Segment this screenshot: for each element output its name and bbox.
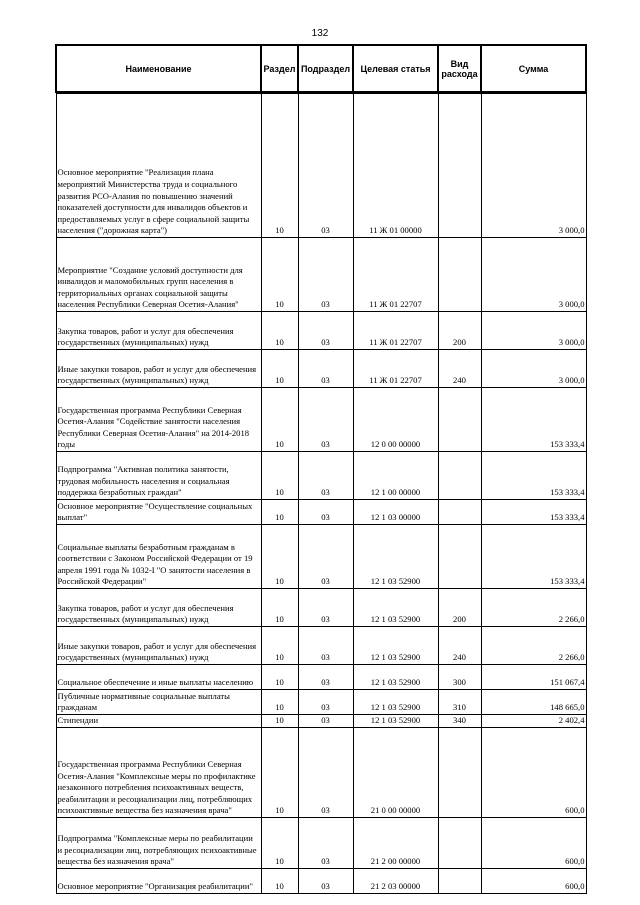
- table-row: [56, 627, 586, 665]
- cell-sum: 600,0: [481, 869, 586, 894]
- cell-vid: [438, 818, 481, 869]
- cell-target: 12 1 03 52900: [353, 690, 438, 715]
- cell-sum: 2 266,0: [481, 627, 586, 665]
- cell-vid: 240: [438, 350, 481, 388]
- cell-vid: [438, 238, 481, 312]
- table-row: [56, 818, 586, 869]
- table-row: [56, 690, 586, 715]
- table-row: [56, 94, 586, 238]
- cell-razdel: 10: [261, 452, 298, 500]
- cell-podrazdel: 03: [298, 715, 353, 728]
- cell-vid: 340: [438, 715, 481, 728]
- table-row: [56, 238, 586, 312]
- cell-vid: 200: [438, 589, 481, 627]
- table-row: [56, 665, 586, 690]
- cell-vid: 310: [438, 690, 481, 715]
- cell-razdel: 10: [261, 589, 298, 627]
- cell-target: 12 1 00 00000: [353, 452, 438, 500]
- cell-target: 21 2 00 00000: [353, 818, 438, 869]
- cell-name: Подпрограмма "Активная политика занятости, трудовая мобильность населения и социальная поддержка безработных граждан": [56, 452, 261, 500]
- cell-vid: 300: [438, 665, 481, 690]
- cell-sum: 151 067,4: [481, 665, 586, 690]
- cell-target: 12 0 00 00000: [353, 388, 438, 452]
- cell-razdel: 10: [261, 525, 298, 589]
- cell-sum: 2 402,4: [481, 715, 586, 728]
- header-vid: Вид расхода: [438, 45, 481, 92]
- cell-name: Закупка товаров, работ и услуг для обеспечения государственных (муниципальных) нужд: [56, 589, 261, 627]
- cell-vid: [438, 388, 481, 452]
- cell-sum: 3 000,0: [481, 350, 586, 388]
- cell-podrazdel: 03: [298, 452, 353, 500]
- cell-sum: 153 333,4: [481, 525, 586, 589]
- cell-target: 11 Ж 01 22707: [353, 350, 438, 388]
- cell-vid: [438, 525, 481, 589]
- cell-name: Стипендии: [56, 715, 261, 728]
- cell-name: Закупка товаров, работ и услуг для обеспечения государственных (муниципальных) нужд: [56, 312, 261, 350]
- cell-razdel: 10: [261, 869, 298, 894]
- table-row: [56, 388, 586, 452]
- cell-name: Мероприятие "Создание условий доступности для инвалидов и маломобильных групп населения в территориальных органах социальной защиты населения Республики Северная Осетия-Алания": [56, 238, 261, 312]
- header-razdel: Раздел: [261, 45, 298, 92]
- cell-podrazdel: 03: [298, 312, 353, 350]
- cell-target: 12 1 03 52900: [353, 627, 438, 665]
- cell-vid: [438, 94, 481, 238]
- page-number: 132: [311, 28, 329, 39]
- cell-sum: 153 333,4: [481, 388, 586, 452]
- cell-name: Социальные выплаты безработным гражданам в соответствии с Законом Российской Федерации от 19 апреля 1991 года № 1032-I "О занятости населения в Российской Федерации": [56, 525, 261, 589]
- cell-podrazdel: 03: [298, 589, 353, 627]
- cell-podrazdel: 03: [298, 728, 353, 818]
- cell-target: 12 1 03 00000: [353, 500, 438, 525]
- cell-podrazdel: 03: [298, 388, 353, 452]
- cell-sum: 153 333,4: [481, 500, 586, 525]
- cell-name: Иные закупки товаров, работ и услуг для обеспечения государственных (муниципальных) нужд: [56, 627, 261, 665]
- cell-vid: [438, 728, 481, 818]
- table-row: [56, 312, 586, 350]
- header-name: Наименование: [56, 45, 261, 92]
- table-header-row: [56, 45, 586, 92]
- cell-podrazdel: 03: [298, 627, 353, 665]
- cell-razdel: 10: [261, 94, 298, 238]
- cell-target: 11 Ж 01 22707: [353, 238, 438, 312]
- budget-table: [55, 44, 587, 894]
- cell-podrazdel: 03: [298, 94, 353, 238]
- table-row: [56, 589, 586, 627]
- cell-name: Государственная программа Республики Северная Осетия-Алания "Содействие занятости населения Республики Северная Осетия-Алания" на 2014-2018 годы: [56, 388, 261, 452]
- header-target: Целевая статья: [353, 45, 438, 92]
- cell-sum: 600,0: [481, 818, 586, 869]
- cell-razdel: 10: [261, 312, 298, 350]
- table-row: [56, 869, 586, 894]
- cell-podrazdel: 03: [298, 500, 353, 525]
- cell-target: 12 1 03 52900: [353, 665, 438, 690]
- cell-podrazdel: 03: [298, 238, 353, 312]
- cell-vid: 240: [438, 627, 481, 665]
- cell-vid: [438, 869, 481, 894]
- cell-podrazdel: 03: [298, 869, 353, 894]
- cell-name: Публичные нормативные социальные выплаты гражданам: [56, 690, 261, 715]
- cell-target: 11 Ж 01 22707: [353, 312, 438, 350]
- cell-podrazdel: 03: [298, 818, 353, 869]
- cell-target: 12 1 03 52900: [353, 525, 438, 589]
- table-row: [56, 500, 586, 525]
- cell-razdel: 10: [261, 350, 298, 388]
- cell-target: 12 1 03 52900: [353, 589, 438, 627]
- cell-sum: 600,0: [481, 728, 586, 818]
- table-row: [56, 728, 586, 818]
- table-row: [56, 525, 586, 589]
- cell-sum: 148 665,0: [481, 690, 586, 715]
- cell-name: Государственная программа Республики Северная Осетия-Алания "Комплексные меры по профилактике незаконного потребления психоактивных веществ, реабилитации и ресоциализации лиц, потребляющих психоактивные вещества без назначения врача": [56, 728, 261, 818]
- table-row: [56, 452, 586, 500]
- cell-name: Социальное обеспечение и иные выплаты населению: [56, 665, 261, 690]
- cell-razdel: 10: [261, 728, 298, 818]
- cell-sum: 2 266,0: [481, 589, 586, 627]
- cell-target: 11 Ж 01 00000: [353, 94, 438, 238]
- cell-podrazdel: 03: [298, 350, 353, 388]
- cell-target: 12 1 03 52900: [353, 715, 438, 728]
- cell-vid: [438, 452, 481, 500]
- cell-razdel: 10: [261, 690, 298, 715]
- cell-sum: 3 000,0: [481, 238, 586, 312]
- cell-vid: 200: [438, 312, 481, 350]
- table-row: [56, 350, 586, 388]
- cell-sum: 153 333,4: [481, 452, 586, 500]
- cell-name: Подпрограмма "Комплексные меры по реабилитации и ресоциализации лиц, потребляющих психоактивные вещества без назначения врача": [56, 818, 261, 869]
- cell-podrazdel: 03: [298, 690, 353, 715]
- cell-target: 21 0 00 00000: [353, 728, 438, 818]
- header-podrazdel: Подраздел: [298, 45, 353, 92]
- cell-razdel: 10: [261, 500, 298, 525]
- cell-razdel: 10: [261, 715, 298, 728]
- cell-razdel: 10: [261, 665, 298, 690]
- cell-sum: 3 000,0: [481, 94, 586, 238]
- table-row: [56, 715, 586, 728]
- cell-vid: [438, 500, 481, 525]
- cell-name: Основное мероприятие "Осуществление социальных выплат": [56, 500, 261, 525]
- cell-podrazdel: 03: [298, 665, 353, 690]
- cell-name: Основное мероприятие "Организация реабилитации": [56, 869, 261, 894]
- header-sum: Сумма: [481, 45, 586, 92]
- cell-razdel: 10: [261, 627, 298, 665]
- cell-podrazdel: 03: [298, 525, 353, 589]
- cell-name: Основное мероприятие "Реализация плана мероприятий Министерства труда и социального развития РСО-Алания по повышению значений показателей доступности для инвалидов объектов и предоставляемых услуг в сфере социальной защиты населения ("дорожная карта"): [56, 94, 261, 238]
- cell-sum: 3 000,0: [481, 312, 586, 350]
- cell-razdel: 10: [261, 388, 298, 452]
- cell-razdel: 10: [261, 818, 298, 869]
- cell-target: 21 2 03 00000: [353, 869, 438, 894]
- cell-razdel: 10: [261, 238, 298, 312]
- cell-name: Иные закупки товаров, работ и услуг для обеспечения государственных (муниципальных) нужд: [56, 350, 261, 388]
